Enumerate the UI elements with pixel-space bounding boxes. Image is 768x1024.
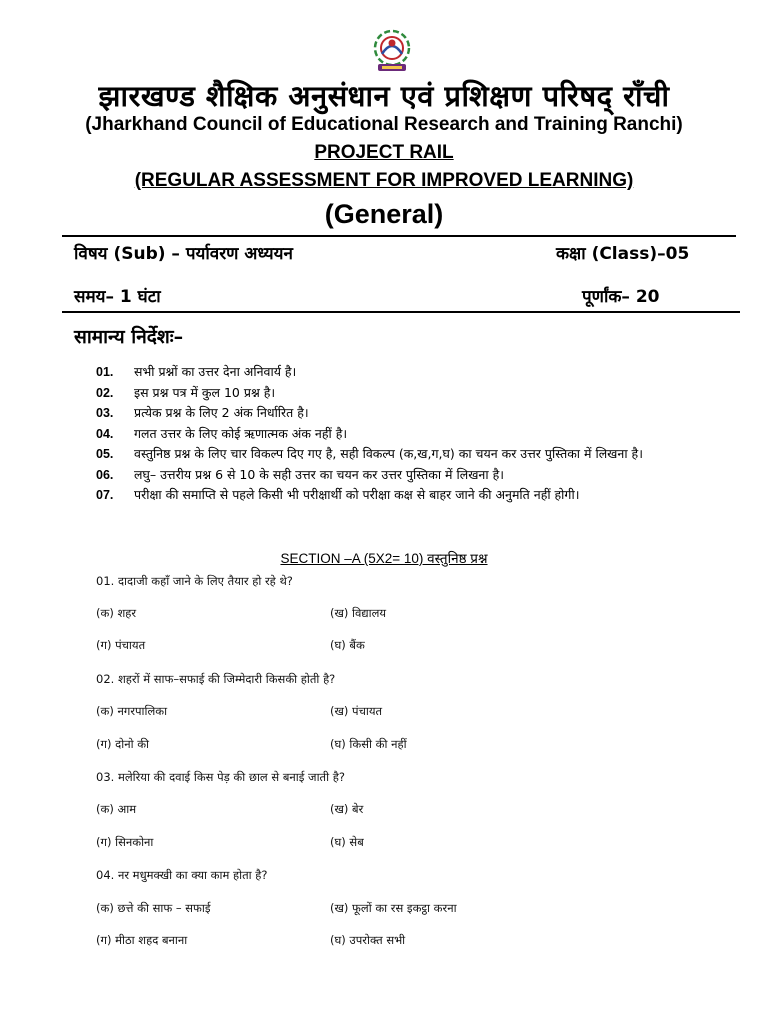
q1-option-d: (घ) बैंक — [330, 638, 365, 652]
section-a-heading: SECTION –A (5X2= 10) वस्तुनिष्ठ प्रश्न — [280, 551, 488, 566]
q3-option-d: (घ) सेब — [330, 835, 364, 849]
instruction-item — [96, 424, 696, 445]
q4-option-c: (ग) मीठा शहद बनाना — [96, 933, 188, 947]
title-hindi: झारखण्ड शैक्षिक अनुसंधान एवं प्रशिक्षण परिषद् राँची — [98, 79, 670, 113]
q3-option-c: (ग) सिनकोना — [96, 835, 154, 849]
q3-option-b: (ख) बेर — [330, 802, 364, 816]
instruction-text: सभी प्रश्नों का उत्तर देना अनिवार्य है। — [134, 364, 297, 379]
instruction-text: गलत उत्तर के लिए कोई ऋणात्मक अंक नहीं है। — [134, 425, 348, 441]
q1-option-a: (क) शहर — [96, 606, 137, 620]
instruction-text: लघु– उत्तरीय प्रश्न 6 से 10 के सही उत्तर का चयन कर उत्तर पुस्तिका में लिखना है। — [134, 466, 504, 482]
question-2: 02. शहरों में साफ–सफाई की जिम्मेदारी किसकी होती है? — [96, 672, 336, 686]
project-full-name: (REGULAR ASSESSMENT FOR IMPROVED LEARNING) — [134, 170, 634, 191]
q3-option-a: (क) आम — [96, 802, 137, 816]
title-english: (Jharkhand Council of Educational Research and Training Ranchi) — [85, 114, 683, 135]
full-marks-label: पूर्णांक– 20 — [582, 287, 660, 307]
question-4: 04. नर मधुमक्खी का क्या काम होता है? — [96, 868, 268, 882]
divider-bottom — [62, 311, 740, 313]
instructions-heading: सामान्य निर्देशः– — [74, 326, 184, 348]
instruction-number: 05. — [96, 447, 114, 461]
instruction-number: 01. — [96, 365, 114, 379]
instruction-number: 03. — [96, 406, 114, 420]
q2-option-a: (क) नगरपालिका — [96, 704, 168, 718]
class-label: कक्षा (Class)–05 — [556, 244, 690, 264]
project-name: PROJECT RAIL — [314, 142, 454, 163]
instruction-item — [96, 465, 696, 486]
q2-option-d: (घ) किसी की नहीं — [330, 737, 407, 751]
q4-option-b: (ख) फूलों का रस इकट्ठा करना — [330, 901, 457, 915]
instruction-item — [96, 444, 696, 465]
instruction-item — [96, 485, 696, 506]
instructions-list — [96, 362, 696, 506]
instruction-number: 04. — [96, 426, 114, 441]
instruction-number: 06. — [96, 467, 114, 482]
q1-option-c: (ग) पंचायत — [96, 638, 146, 652]
instruction-text: इस प्रश्न पत्र में कुल 10 प्रश्न है। — [134, 384, 276, 400]
time-label: समय– 1 घंटा — [74, 287, 161, 307]
instruction-item — [96, 362, 696, 383]
instruction-text: प्रत्येक प्रश्न के लिए 2 अंक निर्धारित है। — [134, 405, 309, 420]
divider-top — [62, 235, 736, 237]
q4-option-a: (क) छत्ते की साफ – सफाई — [96, 901, 211, 915]
question-1: 01. दादाजी कहाँ जाने के लिए तैयार हो रहे थे? — [96, 574, 293, 588]
q1-option-b: (ख) विद्यालय — [330, 606, 387, 620]
jcert-logo-icon — [364, 26, 420, 76]
q2-option-c: (ग) दोनो की — [96, 737, 150, 751]
question-3: 03. मलेरिया की दवाई किस पेड़ की छाल से बनाई जाती है? — [96, 770, 345, 784]
instruction-item — [96, 383, 696, 404]
q2-option-b: (ख) पंचायत — [330, 704, 383, 718]
instruction-number: 02. — [96, 385, 114, 400]
instruction-number: 07. — [96, 488, 114, 502]
subject-label: विषय (Sub) – पर्यावरण अध्ययन — [74, 244, 293, 264]
instruction-text: वस्तुनिष्ठ प्रश्न के लिए चार विकल्प दिए गए है, सही विकल्प (क,ख,ग,घ) का चयन कर उत्तर पुस्तिका में लिखना है। — [134, 446, 643, 461]
instruction-text: परीक्षा की समाप्ति से पहले किसी भी परीक्षार्थी को परीक्षा कक्ष से बाहर जाने की अनुमति नहीं होगी। — [134, 487, 580, 502]
instruction-item — [96, 403, 696, 424]
q4-option-d: (घ) उपरोक्त सभी — [330, 933, 406, 947]
paper-type: (General) — [324, 199, 444, 229]
